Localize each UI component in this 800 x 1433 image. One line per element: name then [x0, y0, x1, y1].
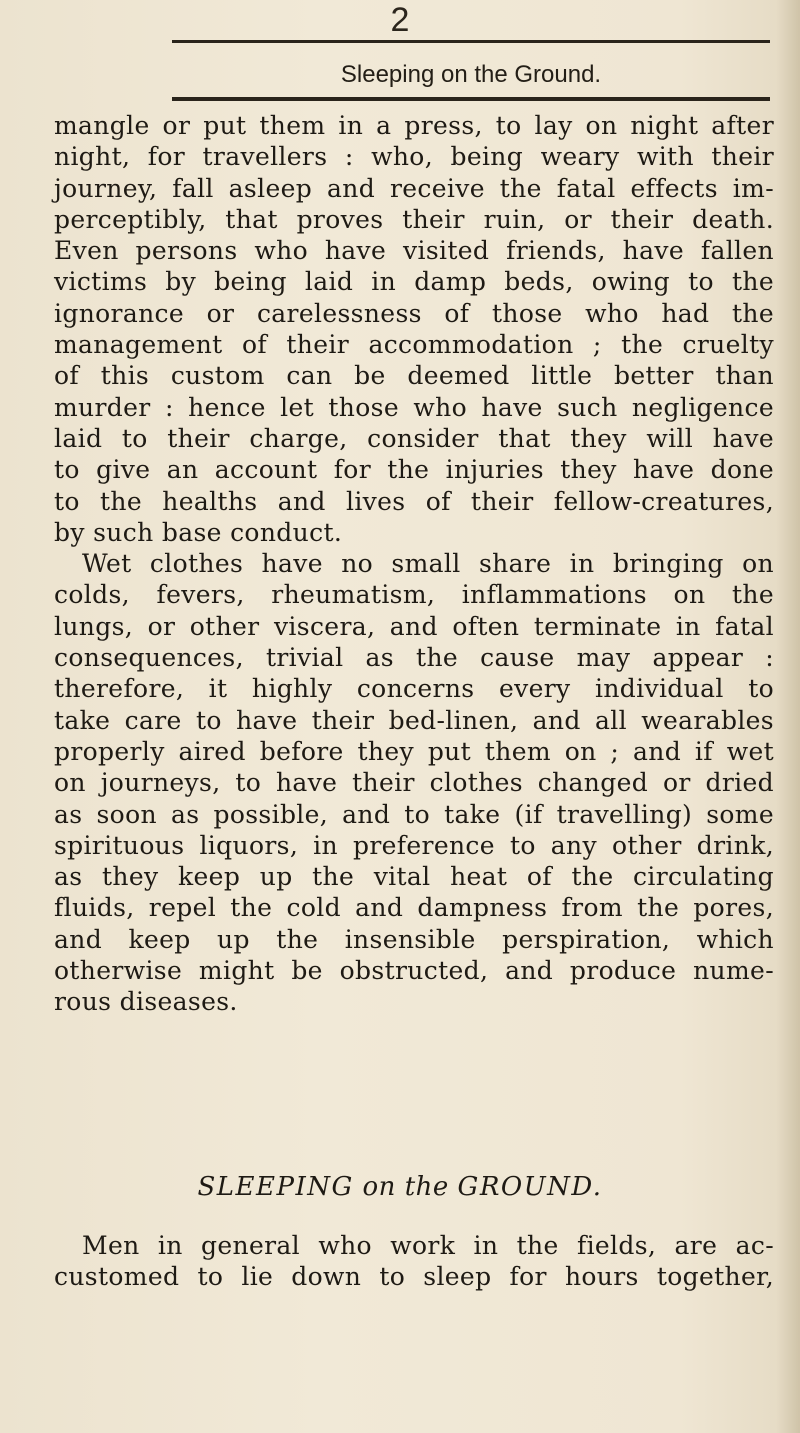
text-line: perceptibly, that proves their ruin, or their death. [54, 204, 774, 234]
text-line: to give an account for the injuries they have done [54, 455, 774, 485]
section-heading-connector: on the [353, 1172, 458, 1202]
text-line: customed to lie down to sleep for hours together, [54, 1262, 774, 1292]
text-line: fluids, repel the cold and dampness from the pores, [54, 893, 774, 923]
text-line: and keep up the insensible perspiration, which [54, 924, 774, 954]
section-heading-word: SLEEPING [197, 1172, 354, 1202]
text-line: colds, fevers, rheumatism, inflammations on the [54, 580, 774, 610]
text-line: spirituous liquors, in preference to any other drink, [54, 830, 774, 860]
text-line: lungs, or other viscera, and often terminate in fatal [54, 611, 774, 641]
body-text [54, 110, 774, 1018]
paragraph-end-line: by such base conduct. [54, 517, 343, 547]
text-line: of this custom can be deemed little better than [54, 361, 774, 391]
paragraph-end-line: rous diseases. [54, 987, 238, 1017]
section-heading [0, 1170, 800, 1204]
text-line: on journeys, to have their clothes changed or dried [54, 768, 774, 798]
section-heading-word: GROUND. [457, 1172, 603, 1202]
paragraph-start-line: Men in general who work in the fields, are ac- [82, 1231, 774, 1260]
running-head: Sleeping on the Ground. [340, 61, 602, 88]
text-line: therefore, it highly concerns every individual to [54, 674, 774, 704]
text-line: as soon as possible, and to take (if travelling) some [54, 799, 774, 829]
text-line: laid to their charge, consider that they will have [54, 423, 774, 453]
text-line: night, for travellers : who, being weary with their [54, 142, 774, 172]
header-rule-bottom [172, 97, 770, 101]
text-line: otherwise might be obstructed, and produce nume- [54, 956, 774, 986]
text-line: management of their accommodation ; the cruelty [54, 330, 774, 360]
header-rule-top [172, 40, 770, 43]
text-line: ignorance or carelessness of those who had the [54, 298, 774, 328]
text-line: victims by being laid in damp beds, owing to the [54, 267, 774, 297]
text-line: to the healths and lives of their fellow-creatures, [54, 486, 774, 516]
text-line: journey, fall asleep and receive the fatal effects im- [54, 173, 774, 203]
text-line: mangle or put them in a press, to lay on night after [54, 111, 774, 140]
page-number: 2 [390, 1, 410, 39]
section-body-text [54, 1230, 774, 1293]
text-line: as they keep up the vital heat of the circulating [54, 862, 774, 892]
text-line: murder : hence let those who have such negligence [54, 392, 774, 422]
text-line: consequences, trivial as the cause may appear : [54, 643, 774, 673]
text-line: properly aired before they put them on ; and if wet [54, 736, 774, 766]
text-line: take care to have their bed-linen, and all wearables [54, 705, 774, 735]
text-line: Even persons who have visited friends, have fallen [54, 236, 774, 266]
paragraph-start-line: Wet clothes have no small share in bringing on [82, 549, 774, 579]
